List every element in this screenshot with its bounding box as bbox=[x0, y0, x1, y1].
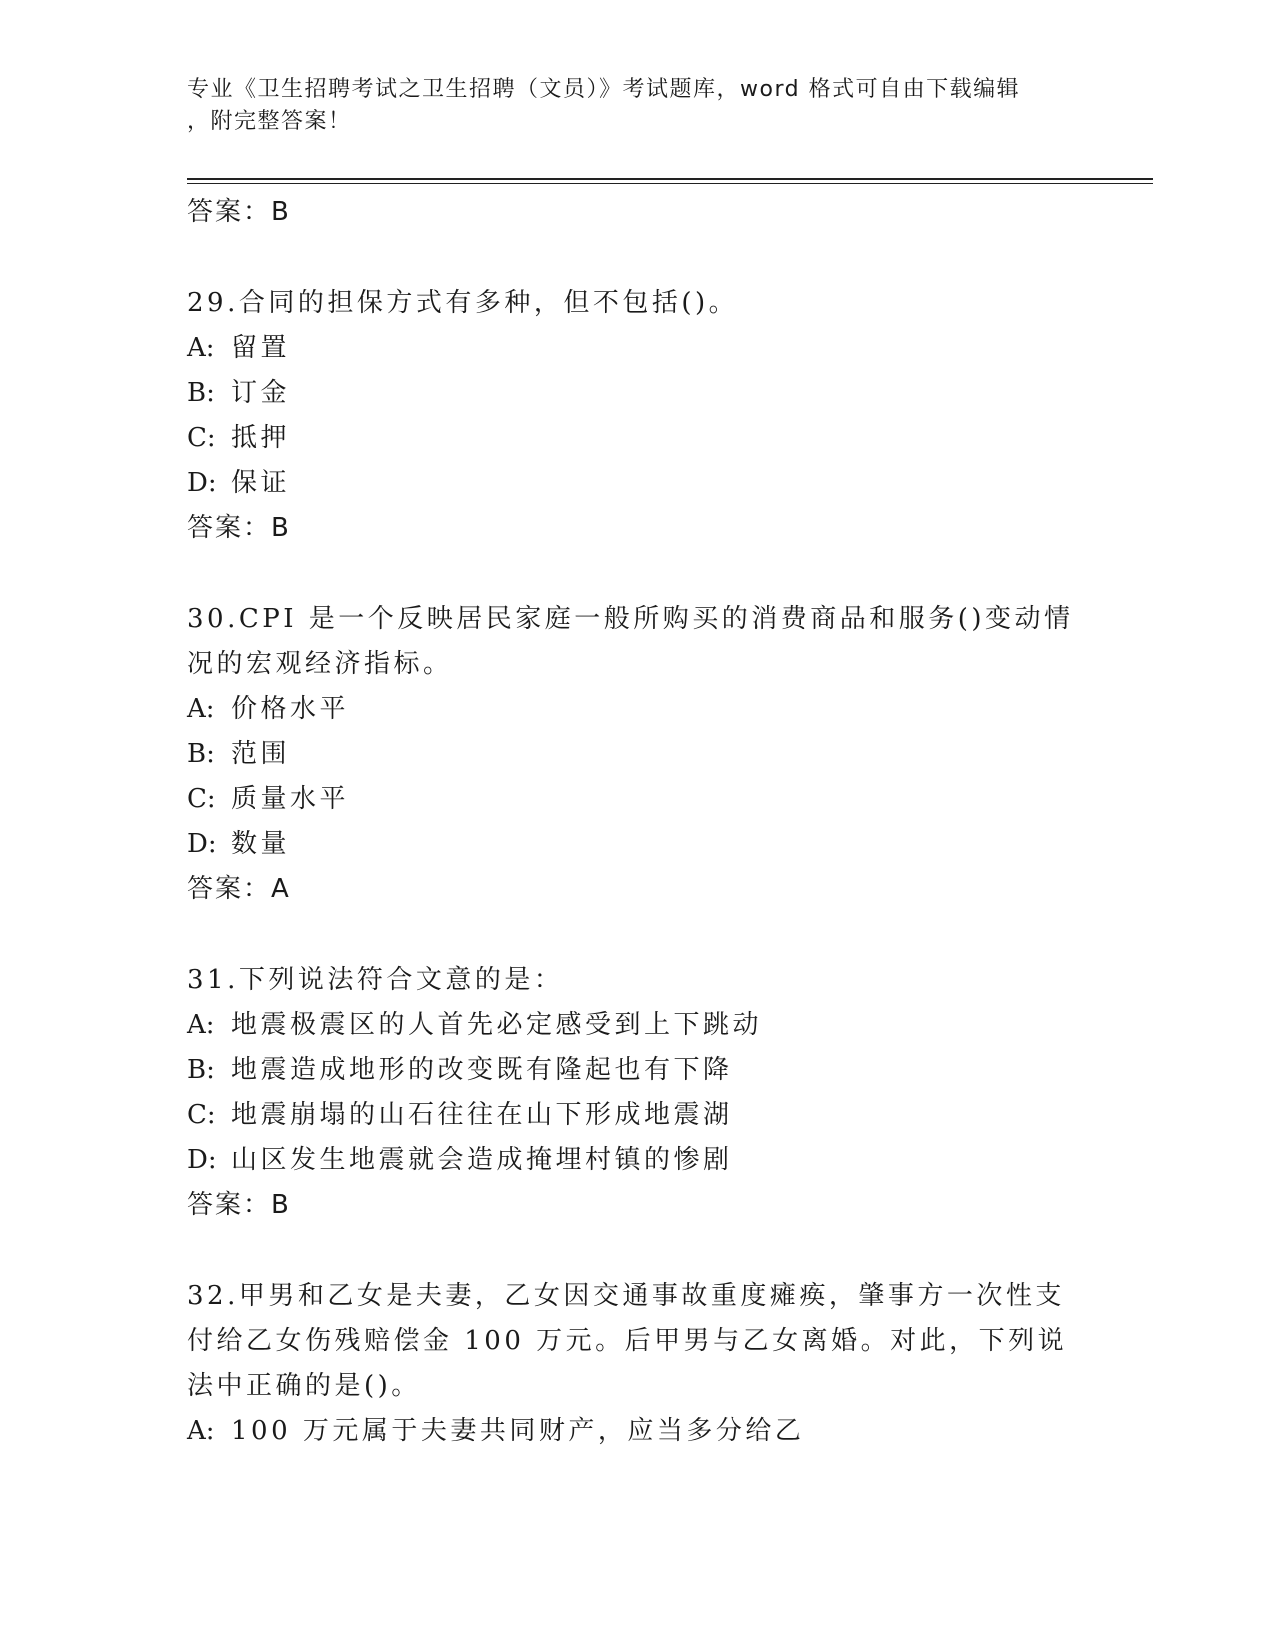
option-c bbox=[187, 1093, 1087, 1138]
option-key: A: bbox=[187, 1416, 215, 1446]
option-d bbox=[187, 461, 1087, 506]
option-key: D: bbox=[187, 468, 217, 498]
option-text: 山区发生地震就会造成掩埋村镇的惨剧 bbox=[231, 1145, 733, 1175]
question-text: 31.下列说法符合文意的是： bbox=[187, 965, 564, 995]
header-divider-thin bbox=[187, 183, 1153, 184]
option-key: A: bbox=[187, 694, 215, 724]
answer-line: 答案：B bbox=[187, 1190, 291, 1220]
option-d bbox=[187, 1138, 1087, 1183]
option-text: 抵押 bbox=[231, 423, 291, 453]
option-a bbox=[187, 326, 1087, 371]
option-key: C: bbox=[187, 1100, 216, 1130]
option-text: 订金 bbox=[231, 378, 291, 408]
option-key: B: bbox=[187, 1055, 215, 1085]
option-text: 质量水平 bbox=[231, 784, 350, 814]
option-key: C: bbox=[187, 423, 216, 453]
option-c bbox=[187, 416, 1087, 461]
question-32 bbox=[187, 1274, 1087, 1454]
header-line-2: ，附完整答案！ bbox=[187, 109, 352, 134]
option-d bbox=[187, 822, 1087, 867]
option-text: 地震极震区的人首先必定感受到上下跳动 bbox=[231, 1010, 763, 1040]
option-text: 地震崩塌的山石往往在山下形成地震湖 bbox=[231, 1100, 733, 1130]
header-line-1: 专业《卫生招聘考试之卫生招聘（文员）》考试题库，word 格式可自由下载编辑 bbox=[187, 77, 1021, 102]
option-text: 留置 bbox=[231, 333, 291, 363]
option-a bbox=[187, 687, 1087, 732]
question-text: 32.甲男和乙女是夫妻，乙女因交通事故重度瘫痪，肇事方一次性支付给乙女伤残赔偿金 100 万元。后甲男与乙女离婚。对此，下列说法中正确的是()。 bbox=[187, 1281, 1068, 1401]
question-30 bbox=[187, 597, 1087, 912]
option-text: 数量 bbox=[231, 829, 291, 859]
option-key: D: bbox=[187, 829, 217, 859]
option-key: B: bbox=[187, 739, 215, 769]
option-c bbox=[187, 777, 1087, 822]
answer-line: 答案：B bbox=[187, 513, 291, 543]
option-a bbox=[187, 1003, 1087, 1048]
question-text: 30.CPI 是一个反映居民家庭一般所购买的消费商品和服务()变动情况的宏观经济指标。 bbox=[187, 604, 1074, 679]
option-text: 保证 bbox=[231, 468, 291, 498]
option-b bbox=[187, 1048, 1087, 1093]
option-b bbox=[187, 732, 1087, 777]
option-b bbox=[187, 371, 1087, 416]
question-text: 29.合同的担保方式有多种，但不包括()。 bbox=[187, 288, 739, 318]
option-text: 范围 bbox=[231, 739, 291, 769]
document-header bbox=[187, 74, 1067, 138]
option-text: 100 万元属于夫妻共同财产，应当多分给乙 bbox=[231, 1416, 805, 1446]
question-list bbox=[187, 190, 1087, 1454]
option-key: B: bbox=[187, 378, 215, 408]
answer-line: 答案：A bbox=[187, 874, 291, 904]
question-29 bbox=[187, 281, 1087, 551]
option-text: 地震造成地形的改变既有隆起也有下降 bbox=[231, 1055, 733, 1085]
answer-line: 答案：B bbox=[187, 197, 291, 227]
option-key: A: bbox=[187, 333, 215, 363]
option-key: A: bbox=[187, 1010, 215, 1040]
option-key: C: bbox=[187, 784, 216, 814]
question-31 bbox=[187, 958, 1087, 1228]
option-text: 价格水平 bbox=[231, 694, 350, 724]
header-divider bbox=[187, 178, 1153, 180]
option-key: D: bbox=[187, 1145, 217, 1175]
option-a bbox=[187, 1409, 1087, 1454]
